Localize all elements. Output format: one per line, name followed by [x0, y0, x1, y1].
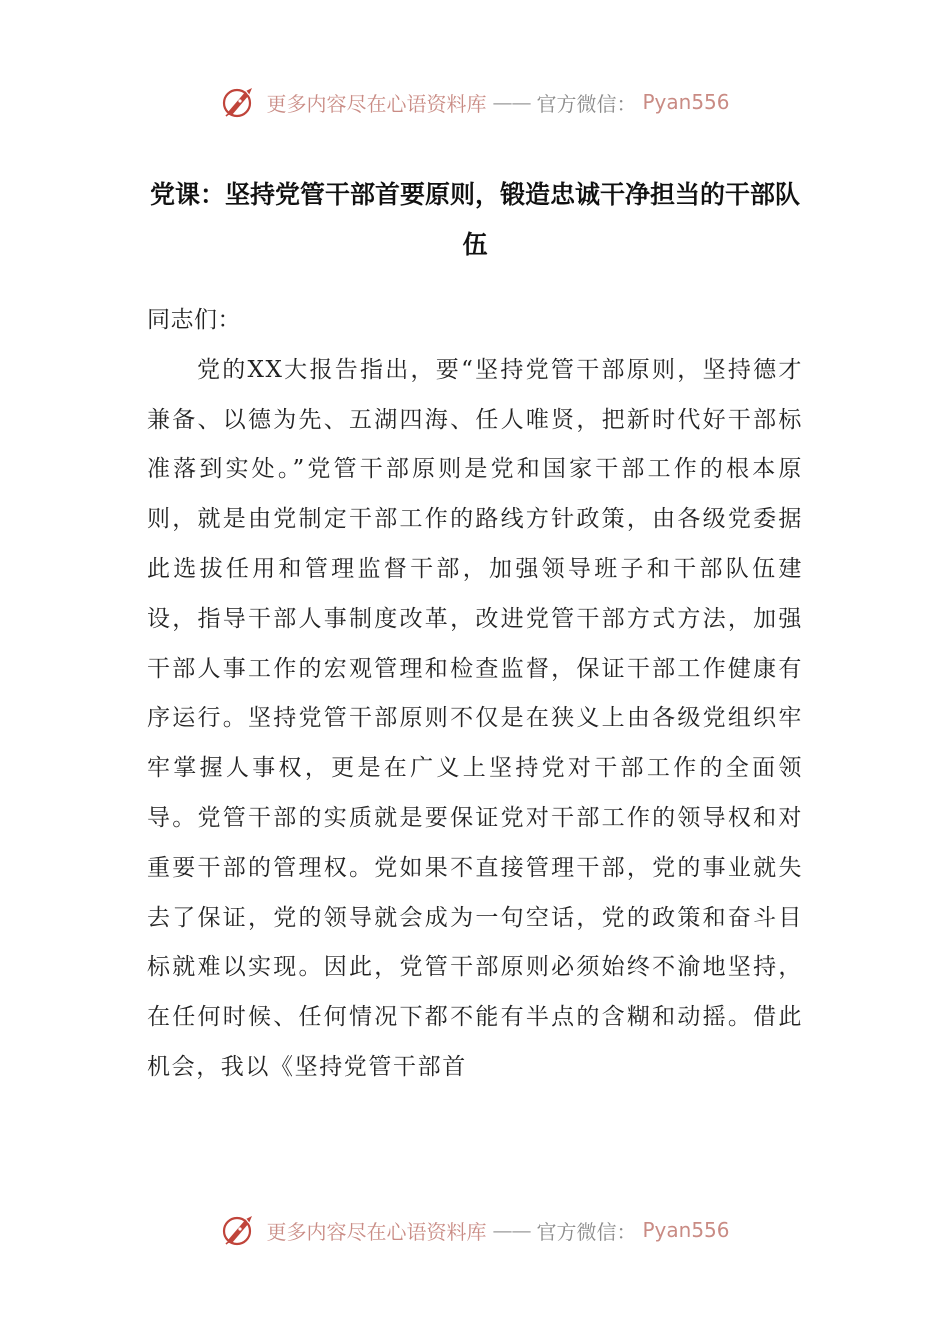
banner-brand-text: 更多内容尽在心语资料库: [266, 91, 487, 116]
body-paragraph: 党的XX大报告指出，要“坚持党管干部原则，坚持德才兼备、以德为先、五湖四海、任人唯贤，把新时代好干部标准落到实处。”党管干部原则是党和国家干部工作的根本原则，就是由党制定干部工作的路线方针政策，由各级党委据此选拔任用和管理监督干部，加强领导班子和干部队伍建设，指导干部人事制度改革，改进党管干部方式方法，加强干部人事工作的宏观管理和检查监督，保证干部工作健康有序运行。坚持党管干部原则不仅是在狭义上由各级党组织牢牢掌握人事权，更是在广义上坚持党对干部工作的全面领导。党管干部的实质就是要保证党对干部工作的领导权和对重要干部的管理权。党如果不直接管理干部，党的事业就失去了保证，党的领导就会成为一句空话，党的政策和奋斗目标就难以实现。因此，党管干部原则必须始终不渝地坚持，在任何时候、任何情况下都不能有半点的含糊和动摇。借此机会，我以《坚持党管干部首: [147, 356, 803, 1080]
fountain-pen-logo-icon: [220, 1210, 260, 1250]
fountain-pen-logo-icon: [220, 82, 260, 122]
banner-brand-text: 更多内容尽在心语资料库: [266, 1219, 487, 1244]
document-title: 党课：坚持党管干部首要原则，锻造忠诚干净担当的干部队伍: [150, 180, 801, 259]
banner-separator: ——: [492, 1218, 531, 1242]
salutation: 同志们：: [147, 307, 241, 333]
banner-wechat-id: Pyan556: [642, 90, 730, 114]
document-body: [147, 296, 803, 1093]
banner-separator: ——: [492, 90, 531, 114]
footer-banner: [0, 1208, 950, 1252]
banner-wechat-label: 官方微信：: [536, 91, 637, 116]
banner-wechat-id: Pyan556: [642, 1218, 730, 1242]
banner-wechat-label: 官方微信：: [536, 1219, 637, 1244]
header-banner: [0, 80, 950, 124]
